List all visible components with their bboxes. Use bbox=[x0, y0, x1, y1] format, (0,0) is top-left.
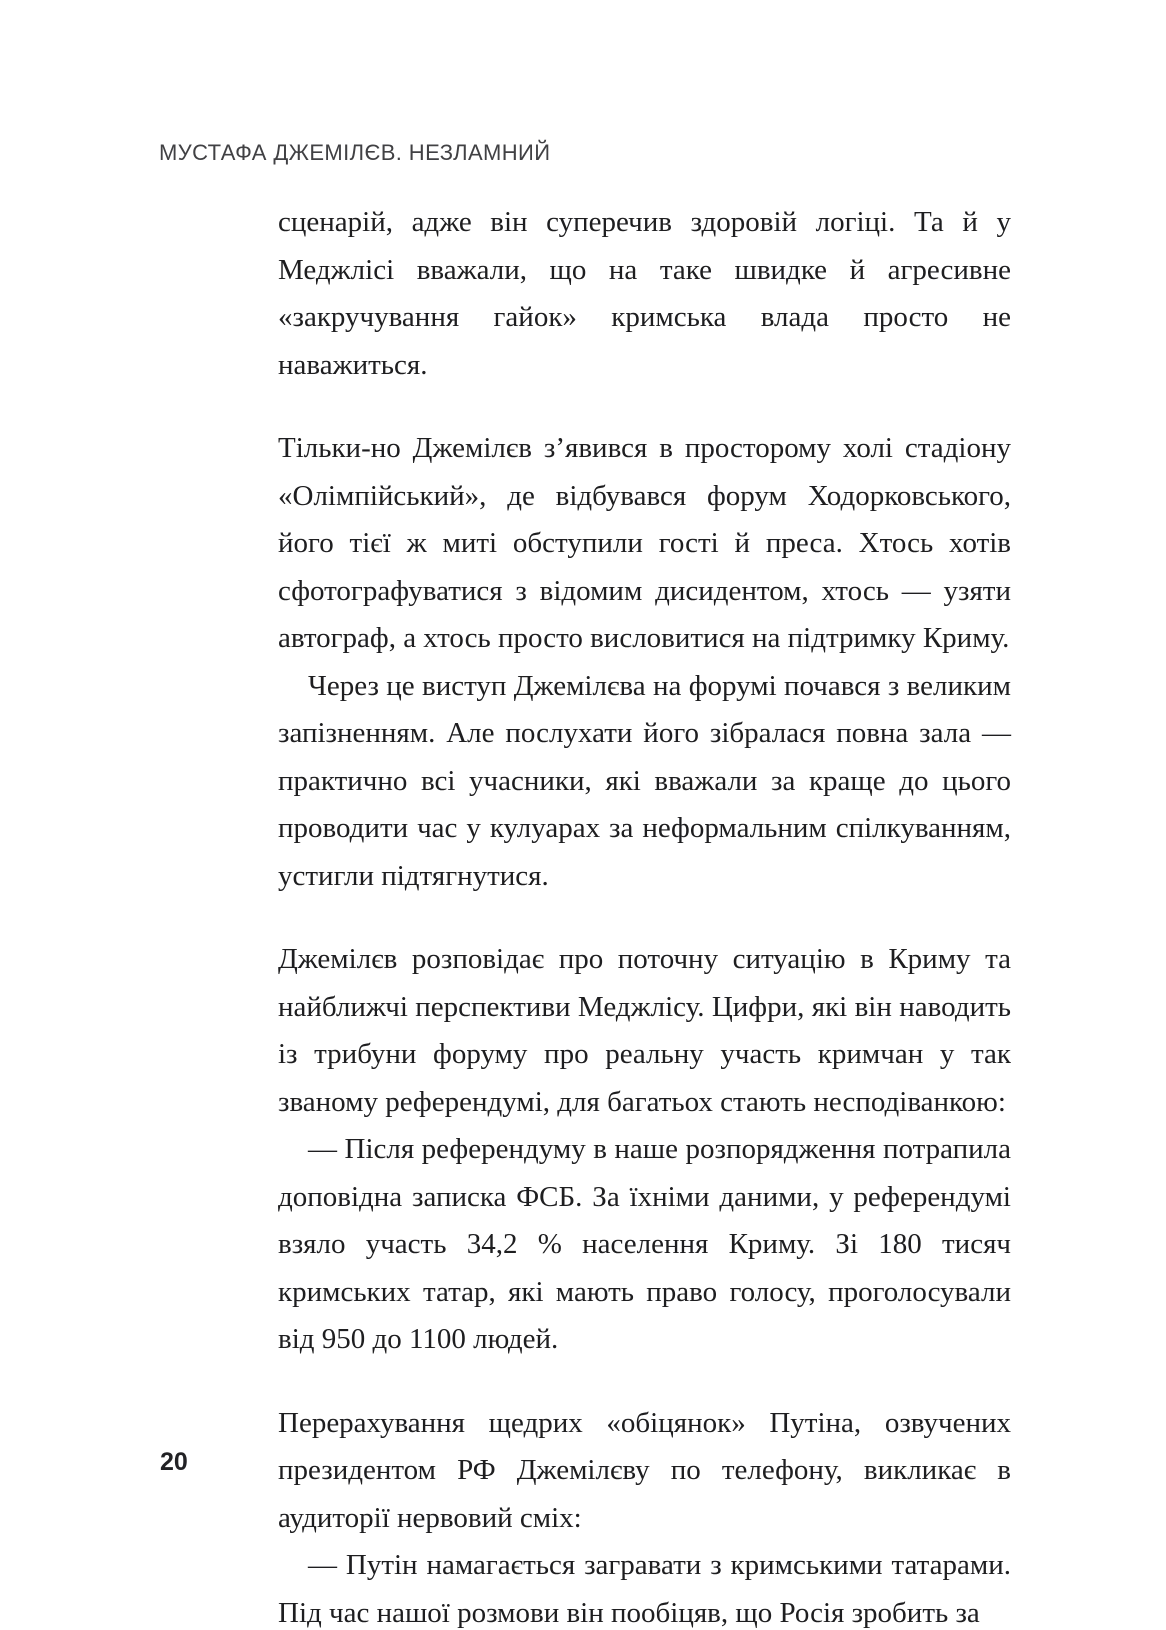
paragraph: Тільки-но Джемілєв з’явився в просторому холі стадіону «Олімпійський», де відбувався форум Ходорковського, його тієї ж миті обступили гості й преса. Хтось хотів сфотографуватися з відомим дисидентом, хтось — узяти автограф, а хтось просто висловитися на підтримку Криму. bbox=[278, 432, 1011, 654]
paragraph: Через це виступ Джемілєва на форумі почався з великим запізненням. Але послухати його зібралася повна зала — практично всі учасники, які вважали за краще до цього проводити час у кулуарах за неформальним спілкуванням, устигли підтягнутися. bbox=[278, 669, 1011, 892]
paragraph-dialogue: — Після референдуму в наше розпорядження потрапила доповідна записка ФСБ. За їхніми даними, у референдумі взяло участь 34,2 % населення Криму. Зі 180 тисяч кримських татар, які мають право голосу, проголосували від 950 до 1100 людей. bbox=[278, 1133, 1011, 1355]
page-number: 20 bbox=[160, 1448, 188, 1476]
body-text-block bbox=[278, 199, 1011, 1630]
paragraph-continued: сценарій, адже він суперечив здоровій логіці. Та й у Меджлісі вважали, що на таке швидке й агресивне «закручування гайок» кримська влада просто не наважиться. bbox=[278, 206, 1011, 381]
running-header: МУСТАФА ДЖЕМІЛЄВ. НЕЗЛАМНИЙ bbox=[159, 140, 551, 165]
paragraph: Перерахування щедрих «обіцянок» Путіна, озвучених президентом РФ Джемілєву по телефону, викликає в аудиторії нервовий сміх: bbox=[278, 1406, 1011, 1534]
paragraph: Джемілєв розповідає про поточну ситуацію в Криму та найближчі перспективи Меджлісу. Цифри, які він наводить із трибуни форуму про реальну участь кримчан у так званому референдумі, для багатьох стають несподіванкою: bbox=[278, 943, 1011, 1118]
paragraph-dialogue: — Путін намагається загравати з кримськими татарами. Під час нашої розмови він пообіцяв, що Росія зробить за bbox=[278, 1549, 1011, 1629]
